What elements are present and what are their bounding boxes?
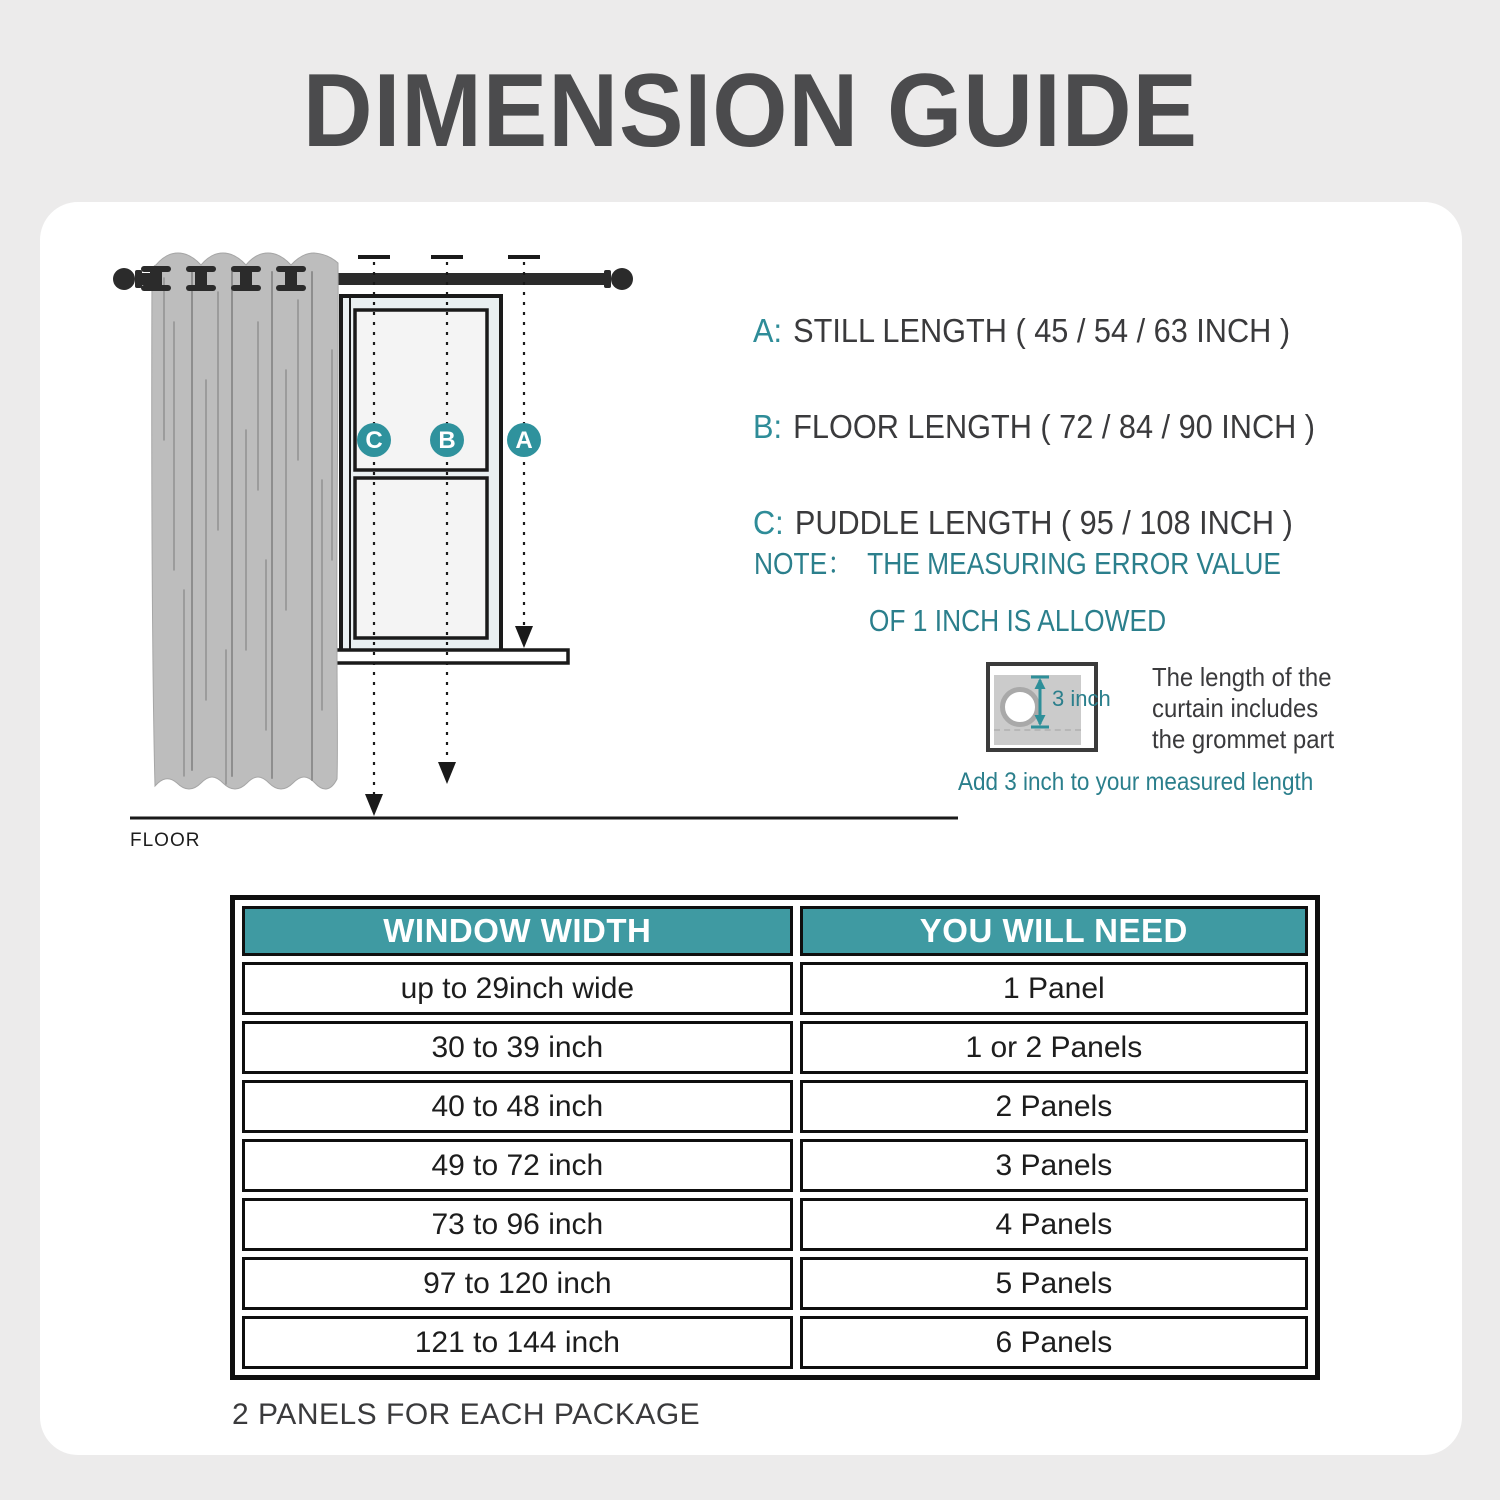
grommet-caption: [1152, 662, 1334, 755]
grommet-caption-line: The length of the: [1152, 662, 1332, 692]
content-panel: [40, 202, 1462, 1455]
marker-b: [430, 423, 464, 457]
rod-cap-right: [604, 270, 611, 288]
panel-size-table: [230, 895, 1320, 1380]
spec-key-b: B:: [753, 408, 783, 445]
window-sill: [312, 650, 568, 663]
curtain-panel: [152, 253, 338, 789]
rod-cap-left: [135, 270, 142, 288]
package-note: 2 PANELS FOR EACH PACKAGE: [232, 1398, 701, 1431]
table-row: [242, 1080, 1308, 1133]
table-header-row: [242, 906, 1308, 956]
page-title-text: DIMENSION GUIDE: [302, 53, 1198, 169]
spec-text-b: FLOOR LENGTH ( 72 / 84 / 90 INCH ): [793, 408, 1316, 445]
spec-line-a: [753, 312, 1290, 350]
window-width-cell: 121 to 144 inch: [242, 1316, 793, 1369]
spec-text-a: STILL LENGTH ( 45 / 54 / 63 INCH ): [793, 312, 1291, 349]
measuring-note: [754, 538, 1281, 639]
window-width-cell: 40 to 48 inch: [242, 1080, 793, 1133]
header-window-width: WINDOW WIDTH: [242, 906, 793, 956]
table-row: [242, 1316, 1308, 1369]
note-line2: OF 1 INCH IS ALLOWED: [868, 603, 1167, 638]
spec-key-a: A:: [753, 312, 783, 349]
grommet-diagram: [986, 662, 1111, 752]
table-row: [242, 1139, 1308, 1192]
grommet-measure-label: 3 inch: [1052, 686, 1111, 711]
floor-label: FLOOR: [130, 830, 201, 851]
rod-finial-right: [611, 268, 633, 290]
panels-needed-cell: 5 Panels: [800, 1257, 1308, 1310]
rod-finial-left: [113, 268, 135, 290]
marker-a-label: A: [515, 427, 533, 454]
panels-needed-cell: 3 Panels: [800, 1139, 1308, 1192]
table-row: [242, 1021, 1308, 1074]
header-you-will-need: YOU WILL NEED: [800, 906, 1308, 956]
table-row: [242, 1257, 1308, 1310]
arrowhead-b: [438, 762, 456, 784]
window-width-cell: 49 to 72 inch: [242, 1139, 793, 1192]
panels-needed-cell: 2 Panels: [800, 1080, 1308, 1133]
grommet-caption-line: the grommet part: [1152, 724, 1335, 754]
spec-text-c: PUDDLE LENGTH ( 95 / 108 INCH ): [794, 504, 1293, 541]
curtain-fabric: [152, 253, 338, 789]
grommet-tip: Add 3 inch to your measured length: [958, 768, 1314, 796]
spec-line-c: [753, 504, 1293, 542]
marker-a: [507, 423, 541, 457]
arrowhead-c: [365, 794, 383, 816]
panels-needed-cell: 1 or 2 Panels: [800, 1021, 1308, 1074]
table-row: [242, 1198, 1308, 1251]
page-title: [0, 52, 1500, 171]
panels-needed-cell: 6 Panels: [800, 1316, 1308, 1369]
grommet-measure-arrow-icon: [1028, 674, 1052, 730]
window-width-cell: 30 to 39 inch: [242, 1021, 793, 1074]
grommet-caption-line: curtain includes: [1152, 693, 1319, 723]
window-illustration: [341, 296, 501, 652]
panels-needed-cell: 1 Panel: [800, 962, 1308, 1015]
window-width-cell: 73 to 96 inch: [242, 1198, 793, 1251]
marker-c: [357, 423, 391, 457]
spec-key-c: C:: [753, 504, 784, 541]
arrowhead-a: [515, 626, 533, 648]
marker-b-label: B: [438, 427, 456, 454]
window-width-cell: 97 to 120 inch: [242, 1257, 793, 1310]
panels-needed-cell: 4 Panels: [800, 1198, 1308, 1251]
spec-line-b: [753, 408, 1315, 446]
note-line1: [754, 538, 1281, 583]
note-text: THE MEASURING ERROR VALUE: [867, 546, 1282, 581]
window-width-cell: up to 29inch wide: [242, 962, 793, 1015]
marker-c-label: C: [365, 427, 383, 454]
note-label: NOTE：: [754, 546, 854, 581]
table-row: [242, 962, 1308, 1015]
